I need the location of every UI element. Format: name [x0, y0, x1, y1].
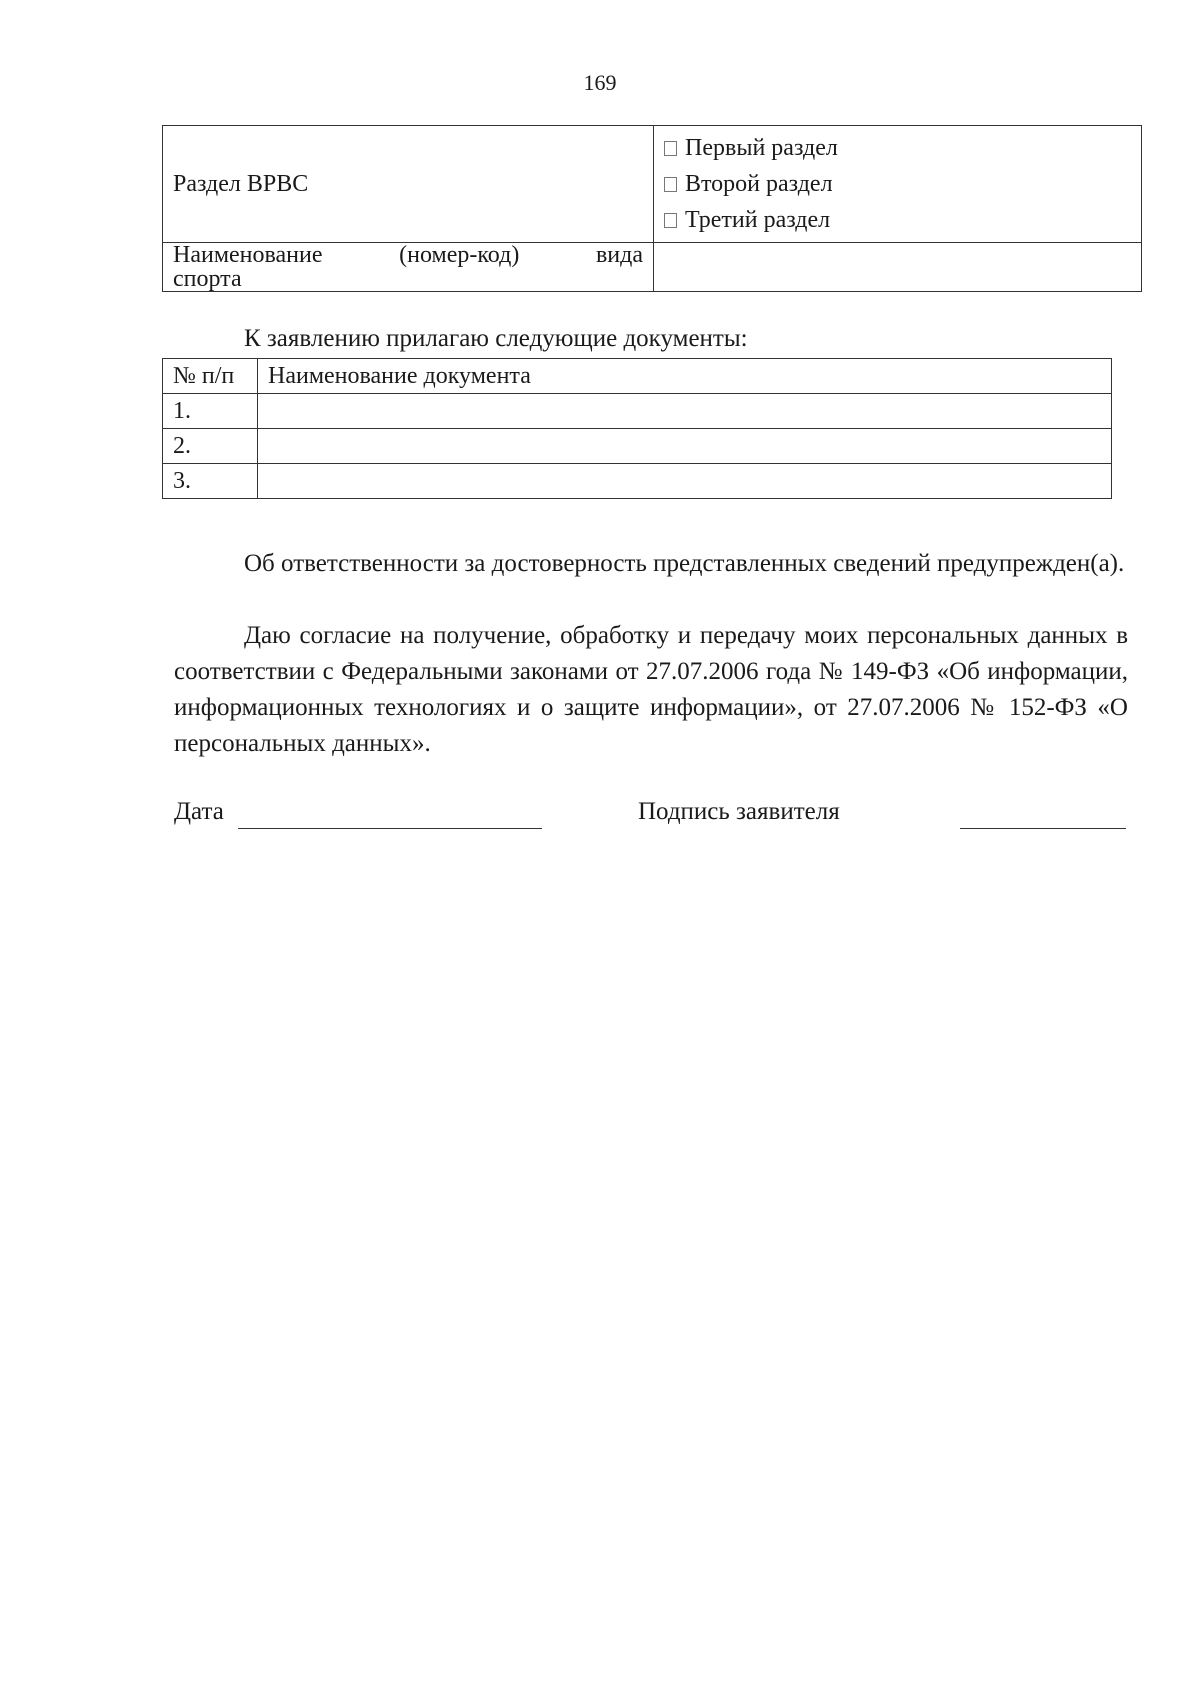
- option-label: Третий раздел: [685, 207, 831, 233]
- section-label: Раздел ВРВС: [163, 126, 654, 243]
- header-num: № п/п: [163, 359, 258, 394]
- date-label: Дата: [174, 798, 224, 825]
- sport-label-word: вида: [595, 242, 643, 268]
- section-table: [162, 125, 1142, 292]
- section-options: [654, 126, 1142, 243]
- sport-value-field[interactable]: [654, 243, 1142, 292]
- option-second-section[interactable]: [664, 166, 1131, 202]
- document-name-field[interactable]: [258, 429, 1112, 464]
- option-third-section[interactable]: [664, 202, 1131, 238]
- table-row: [163, 394, 1112, 429]
- sport-label: [163, 243, 654, 292]
- attachments-intro: К заявлению прилагаю следующие документы:: [244, 325, 748, 352]
- document-name-field[interactable]: [258, 464, 1112, 499]
- table-header-row: [163, 359, 1112, 394]
- sport-label-word: спорта: [173, 266, 242, 292]
- sport-label-word: Наименование: [173, 242, 323, 268]
- section-row: [163, 126, 1142, 243]
- document-name-field[interactable]: [258, 394, 1112, 429]
- responsibility-paragraph: Об ответственности за достоверность представленных сведений предупрежден(а).: [244, 550, 1125, 577]
- option-label: Второй раздел: [685, 171, 833, 197]
- signature-row: [174, 798, 1128, 838]
- consent-paragraph: Даю согласие на получение, обработку и передачу моих персональных данных в соответствии с Федеральными законами от 27.07.2006 года № 149-ФЗ «Об информации, информационных технологиях и о защите информации», от 27.07.2006 № 152-ФЗ «О персональных данных».: [174, 622, 1128, 757]
- date-field[interactable]: [238, 828, 542, 829]
- checkbox-icon[interactable]: [664, 141, 677, 156]
- table-row: [163, 429, 1112, 464]
- table-row: [163, 464, 1112, 499]
- row-number: 3.: [163, 464, 258, 499]
- checkbox-icon[interactable]: [664, 177, 677, 192]
- signature-label: Подпись заявителя: [638, 798, 840, 825]
- row-number: 1.: [163, 394, 258, 429]
- sport-label-word: (номер-код): [399, 242, 520, 268]
- row-number: 2.: [163, 429, 258, 464]
- option-label: Первый раздел: [685, 135, 838, 161]
- header-document-name: Наименование документа: [258, 359, 1112, 394]
- signature-field[interactable]: [960, 828, 1126, 829]
- option-first-section[interactable]: [664, 130, 1131, 166]
- checkbox-icon[interactable]: [664, 213, 677, 228]
- page-number: 169: [583, 70, 617, 95]
- sport-row: [163, 243, 1142, 292]
- documents-table: [162, 358, 1112, 499]
